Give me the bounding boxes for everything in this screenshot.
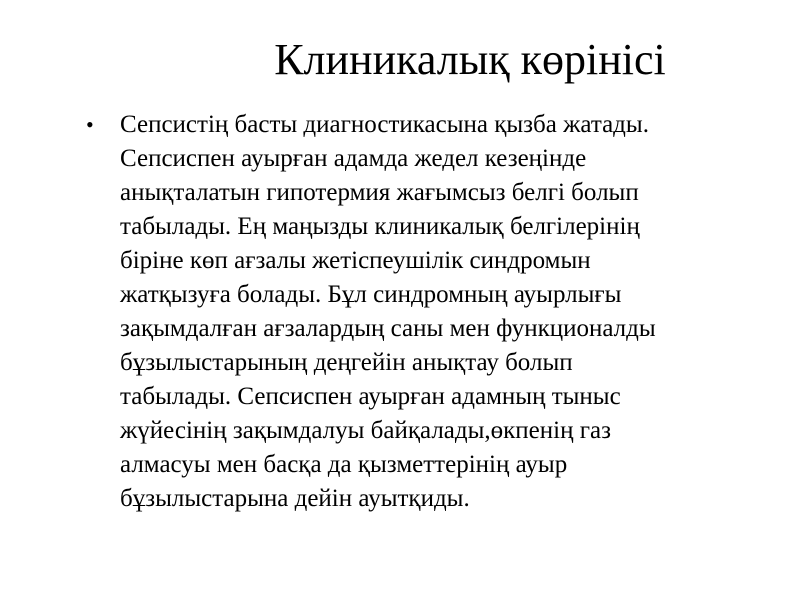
slide-title: Клиникалық көрінісі <box>274 35 666 84</box>
bullet-list <box>86 108 756 516</box>
bullet-text-line: алмасуы мен басқа да қызметтерінің ауыр <box>120 451 568 478</box>
bullet-item <box>86 108 756 516</box>
bullet-text-line: Сепсиспен ауырған адамда жедел кезеңінде <box>120 145 587 172</box>
bullet-text-line: табылады. Сепсиспен ауырған адамның тыныс <box>120 383 621 410</box>
bullet-text-line: бұзылыстарының деңгейін анықтау болып <box>120 349 573 376</box>
bullet-text-line: жатқызуға болады. Бұл синдромның ауырлығы <box>120 281 622 308</box>
bullet-text-line: анықталатын гипотермия жағымсыз белгі болып <box>120 179 639 206</box>
bullet-text-line: бұзылыстарына дейін ауытқиды. <box>120 485 470 512</box>
bullet-text-line: табылады. Ең маңызды клиникалық белгілерінің <box>120 213 640 240</box>
bullet-text-line: жүйесінің зақымдалуы байқалады,өкпенің газ <box>120 417 611 444</box>
bullet-text-line: біріне көп ағзалы жетіспеушілік синдромын <box>120 247 591 274</box>
bullet-text-line: Сепсистің басты диагностикасына қызба жатады. <box>120 111 649 138</box>
bullet-text-line: зақымдалған ағзалардың саны мен функционалды <box>120 315 656 342</box>
bullet-marker-icon: • <box>86 112 94 137</box>
